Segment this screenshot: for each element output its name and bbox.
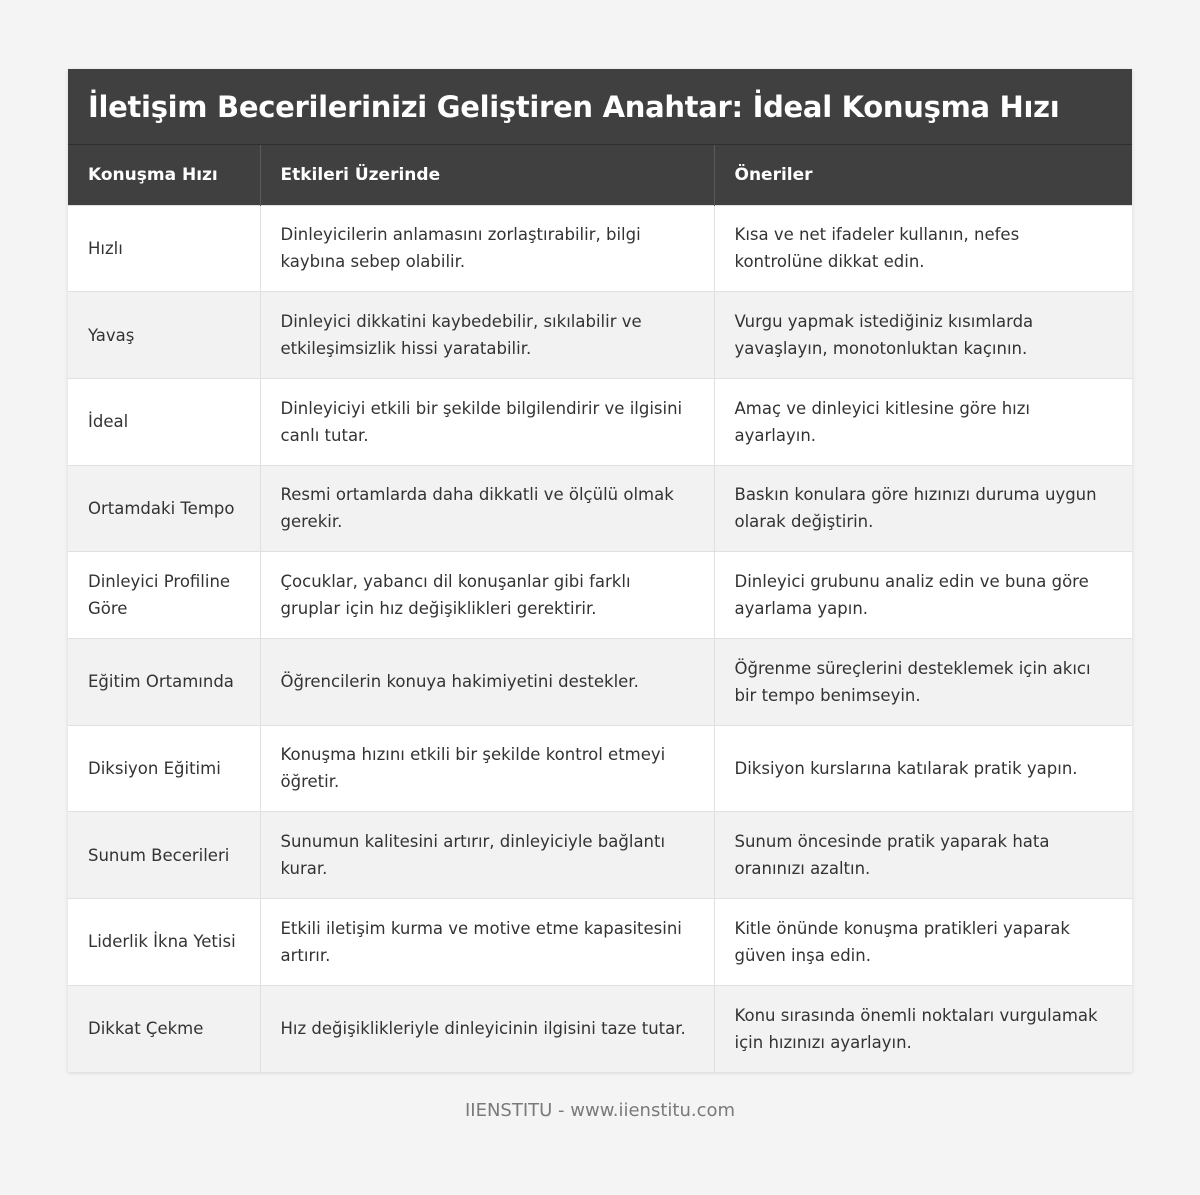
table-row xyxy=(68,985,1132,1072)
cell-speed: Hızlı xyxy=(68,205,260,292)
table-row xyxy=(68,552,1132,639)
cell-speed: Sunum Becerileri xyxy=(68,812,260,899)
table-row xyxy=(68,465,1132,552)
title-bar xyxy=(68,69,1132,145)
cell-effects: Etkili iletişim kurma ve motive etme kapasitesini artırır. xyxy=(260,899,714,986)
cell-effects: Çocuklar, yabancı dil konuşanlar gibi farklı gruplar için hız değişiklikleri gerektirir. xyxy=(260,552,714,639)
cell-effects: Dinleyicilerin anlamasını zorlaştırabilir, bilgi kaybına sebep olabilir. xyxy=(260,205,714,292)
table-row xyxy=(68,205,1132,292)
cell-speed: Diksiyon Eğitimi xyxy=(68,725,260,812)
cell-suggestions: Kitle önünde konuşma pratikleri yaparak güven inşa edin. xyxy=(714,899,1132,986)
table-row xyxy=(68,638,1132,725)
cell-effects: Sunumun kalitesini artırır, dinleyiciyle bağlantı kurar. xyxy=(260,812,714,899)
cell-suggestions: Öğrenme süreçlerini desteklemek için akıcı bir tempo benimseyin. xyxy=(714,638,1132,725)
cell-suggestions: Amaç ve dinleyici kitlesine göre hızı ayarlayın. xyxy=(714,378,1132,465)
cell-effects: Dinleyici dikkatini kaybedebilir, sıkılabilir ve etkileşimsizlik hissi yaratabilir. xyxy=(260,292,714,379)
cell-speed: Dikkat Çekme xyxy=(68,985,260,1072)
cell-speed: Dinleyici Profiline Göre xyxy=(68,552,260,639)
cell-suggestions: Baskın konulara göre hızınızı duruma uygun olarak değiştirin. xyxy=(714,465,1132,552)
cell-effects: Hız değişiklikleriyle dinleyicinin ilgisini taze tutar. xyxy=(260,985,714,1072)
cell-suggestions: Sunum öncesinde pratik yaparak hata oranınızı azaltın. xyxy=(714,812,1132,899)
column-header-speed: Konuşma Hızı xyxy=(68,145,260,205)
table-header-row xyxy=(68,145,1132,205)
table-row xyxy=(68,899,1132,986)
content-card xyxy=(68,69,1132,1072)
cell-effects: Dinleyiciyi etkili bir şekilde bilgilendirir ve ilgisini canlı tutar. xyxy=(260,378,714,465)
cell-suggestions: Dinleyici grubunu analiz edin ve buna göre ayarlama yapın. xyxy=(714,552,1132,639)
cell-effects: Konuşma hızını etkili bir şekilde kontrol etmeyi öğretir. xyxy=(260,725,714,812)
cell-speed: Ortamdaki Tempo xyxy=(68,465,260,552)
cell-speed: Eğitim Ortamında xyxy=(68,638,260,725)
cell-suggestions: Kısa ve net ifadeler kullanın, nefes kontrolüne dikkat edin. xyxy=(714,205,1132,292)
column-header-effects: Etkileri Üzerinde xyxy=(260,145,714,205)
cell-suggestions: Konu sırasında önemli noktaları vurgulamak için hızınızı ayarlayın. xyxy=(714,985,1132,1072)
cell-speed: Liderlik İkna Yetisi xyxy=(68,899,260,986)
cell-suggestions: Vurgu yapmak istediğiniz kısımlarda yavaşlayın, monotonluktan kaçının. xyxy=(714,292,1132,379)
cell-effects: Öğrencilerin konuya hakimiyetini destekler. xyxy=(260,638,714,725)
cell-effects: Resmi ortamlarda daha dikkatli ve ölçülü olmak gerekir. xyxy=(260,465,714,552)
speech-rate-table xyxy=(68,145,1132,1072)
table-row xyxy=(68,292,1132,379)
table-row xyxy=(68,812,1132,899)
table-row xyxy=(68,725,1132,812)
cell-suggestions: Diksiyon kurslarına katılarak pratik yapın. xyxy=(714,725,1132,812)
column-header-suggestions: Öneriler xyxy=(714,145,1132,205)
table-row xyxy=(68,378,1132,465)
footer-credit: IIENSTITU - www.iienstitu.com xyxy=(464,1100,736,1121)
cell-speed: İdeal xyxy=(68,378,260,465)
page-title: İletişim Becerilerinizi Geliştiren Anahtar: İdeal Konuşma Hızı xyxy=(88,89,1060,124)
cell-speed: Yavaş xyxy=(68,292,260,379)
